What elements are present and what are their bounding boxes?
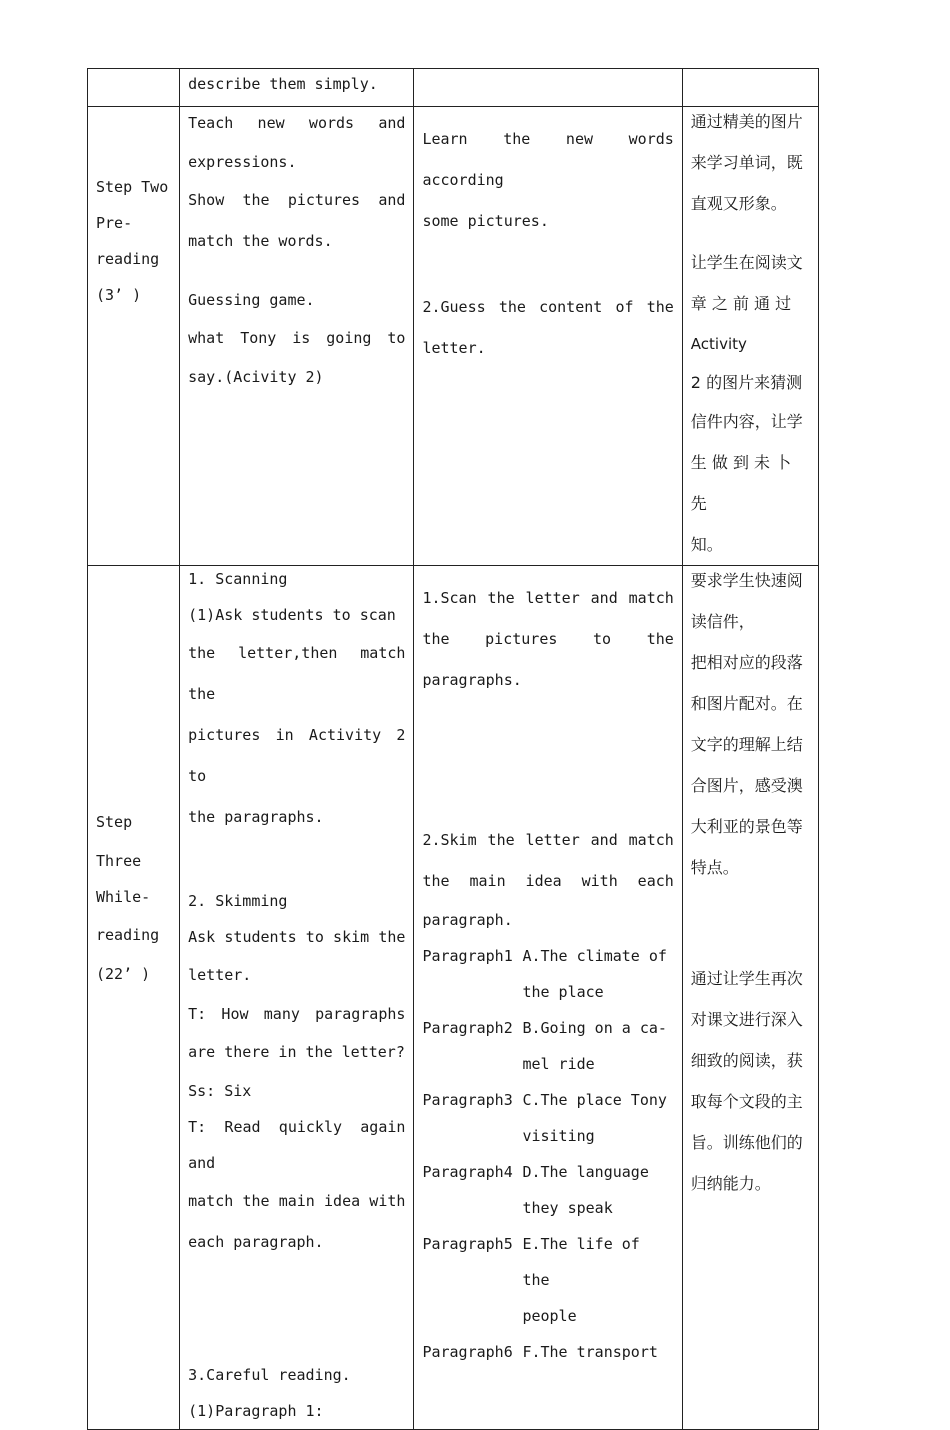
- paragraph-label: Paragraph1: [422, 947, 513, 965]
- lesson-plan-table: [87, 68, 819, 1430]
- purpose-cell: [682, 107, 818, 566]
- teacher-activity-cell: [180, 69, 414, 107]
- purpose-text: 旨。训练他们的: [690, 1133, 803, 1152]
- purpose-text: 通过精美的图片: [690, 112, 803, 131]
- purpose-text: 来学习单词，既: [690, 153, 803, 172]
- paragraph-label: Paragraph6: [422, 1343, 513, 1361]
- main-idea-option: E.The life of the: [522, 1235, 640, 1289]
- student-text: 1.Scan the letter and match: [422, 589, 674, 607]
- step-label: Pre-: [96, 214, 133, 232]
- table-row: [88, 107, 819, 566]
- student-text: Learn the new words according: [422, 130, 674, 189]
- teacher-activity-cell: [180, 566, 414, 1430]
- teacher-text: 2. Skimming: [188, 892, 288, 910]
- step-label: Three: [96, 852, 142, 870]
- purpose-text: 通过让学生再次: [690, 969, 803, 988]
- step-cell: [88, 107, 180, 566]
- student-activity-cell: [414, 69, 682, 107]
- step-cell: [88, 69, 180, 107]
- teacher-text: Ss: Six: [188, 1082, 252, 1100]
- match-item-cont: [422, 974, 673, 1010]
- main-idea-option: C.The place Tony: [522, 1091, 667, 1109]
- purpose-cell: [682, 566, 818, 1430]
- step-label: reading: [96, 926, 160, 944]
- main-idea-option: A.The climate of: [522, 947, 667, 965]
- main-idea-option: visiting: [522, 1127, 595, 1145]
- teacher-text: Show the pictures and: [188, 191, 406, 209]
- purpose-text: 直观又形象。: [690, 194, 787, 213]
- teacher-text: Guessing game.: [188, 291, 315, 309]
- main-idea-option: F.The transport: [522, 1343, 658, 1361]
- match-item-cont: [422, 1190, 673, 1226]
- student-text: 2.Guess the content of the: [422, 298, 674, 316]
- student-text: some pictures.: [422, 212, 549, 230]
- teacher-text: describe them simply.: [188, 75, 378, 93]
- paragraph-label: Paragraph5: [422, 1235, 513, 1253]
- match-item: [422, 1154, 673, 1190]
- match-item: [422, 1010, 673, 1046]
- purpose-text: 细致的阅读，获: [690, 1051, 803, 1070]
- teacher-activity-cell: [180, 107, 414, 566]
- purpose-text: 和图片配对。在: [690, 694, 803, 713]
- student-text: the main idea with each: [422, 872, 674, 890]
- step-label: While-: [96, 888, 151, 906]
- student-activity-cell: [414, 107, 682, 566]
- student-text: 2.Skim the letter and match: [422, 831, 674, 849]
- match-item-cont: [422, 1298, 673, 1334]
- teacher-text: 1. Scanning: [188, 570, 288, 588]
- main-idea-option: people: [522, 1307, 577, 1325]
- teacher-text: pictures in Activity 2 to: [188, 726, 406, 785]
- step-cell: [88, 566, 180, 1430]
- purpose-text: Activity: [690, 335, 747, 353]
- teacher-text: are there in the letter?: [188, 1043, 405, 1061]
- teacher-text: Teach new words and: [188, 114, 406, 132]
- paragraph-label: Paragraph2: [422, 1019, 513, 1037]
- match-item-cont: [422, 1118, 673, 1154]
- teacher-text: letter.: [188, 966, 252, 984]
- purpose-text: 章 之 前 通 过: [690, 294, 792, 313]
- teacher-text: the letter,then match the: [188, 644, 406, 703]
- step-label: Step: [96, 813, 133, 831]
- student-text: paragraph.: [422, 911, 513, 929]
- paragraph-label: Paragraph3: [422, 1091, 513, 1109]
- teacher-text: T: How many paragraphs: [188, 1005, 406, 1023]
- purpose-text: 大利亚的景色等: [690, 817, 803, 836]
- main-idea-option: D.The language: [522, 1163, 649, 1181]
- student-text: paragraphs.: [422, 671, 522, 689]
- teacher-text: T: Read quickly again and: [188, 1118, 406, 1172]
- purpose-text: 取每个文段的主: [690, 1092, 803, 1111]
- paragraph-label: Paragraph4: [422, 1163, 513, 1181]
- purpose-text: 2 的图片来猜测: [690, 373, 803, 392]
- step-time: (22’ ): [96, 965, 151, 983]
- step-label: reading: [96, 250, 160, 268]
- teacher-text: match the words.: [188, 232, 333, 250]
- purpose-text: 知。: [690, 535, 723, 554]
- student-text: the pictures to the: [422, 630, 674, 648]
- teacher-text: match the main idea with: [188, 1192, 406, 1210]
- student-activity-cell: [414, 566, 682, 1430]
- purpose-text: 信件内容，让学: [690, 412, 803, 431]
- purpose-text: 对课文进行深入: [690, 1010, 803, 1029]
- teacher-text: what Tony is going to: [188, 329, 406, 347]
- purpose-text: 要求学生快速阅: [690, 571, 803, 590]
- match-item: [422, 938, 673, 974]
- teacher-text: expressions.: [188, 153, 297, 171]
- main-idea-option: B.Going on a ca-: [522, 1019, 667, 1037]
- table-row: [88, 566, 819, 1430]
- student-text: letter.: [422, 339, 486, 357]
- teacher-text: Ask students to skim the: [188, 928, 406, 946]
- teacher-text: the paragraphs.: [188, 808, 324, 826]
- purpose-text: 生 做 到 未 卜 先: [690, 453, 792, 513]
- purpose-text: 文字的理解上结: [690, 735, 803, 754]
- purpose-text: 特点。: [690, 858, 739, 877]
- main-idea-option: mel ride: [522, 1055, 595, 1073]
- purpose-text: 读信件，: [690, 612, 755, 631]
- teacher-text: 3.Careful reading.: [188, 1366, 351, 1384]
- purpose-text: 合图片，感受澳: [690, 776, 803, 795]
- step-time: (3’ ): [96, 286, 142, 304]
- purpose-text: 把相对应的段落: [690, 653, 803, 672]
- main-idea-option: the place: [522, 983, 604, 1001]
- step-label: Step Two: [96, 178, 169, 196]
- teacher-text: (1)Ask students to scan: [188, 606, 396, 624]
- match-item: [422, 1334, 673, 1370]
- teacher-text: each paragraph.: [188, 1233, 324, 1251]
- match-item: [422, 1226, 673, 1298]
- match-list: [422, 938, 673, 1370]
- purpose-text: 让学生在阅读文: [690, 253, 803, 272]
- purpose-text: 归纳能力。: [690, 1174, 771, 1193]
- teacher-text: (1)Paragraph 1:: [188, 1402, 324, 1420]
- match-item: [422, 1082, 673, 1118]
- match-item-cont: [422, 1046, 673, 1082]
- main-idea-option: they speak: [522, 1199, 613, 1217]
- teacher-text: say.(Acivity 2): [188, 368, 324, 386]
